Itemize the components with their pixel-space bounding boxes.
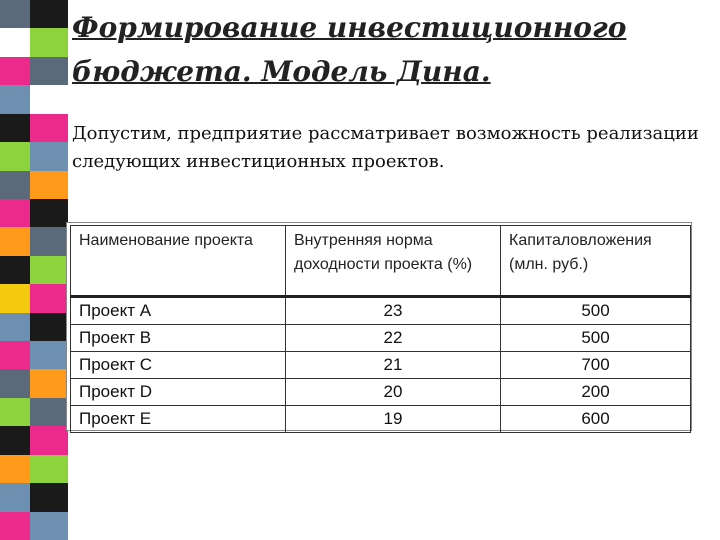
cell-irr: 20 bbox=[286, 379, 501, 406]
cell-project-name: Проект C bbox=[71, 352, 286, 379]
cell-project-name: Проект E bbox=[71, 406, 286, 433]
cell-irr: 23 bbox=[286, 297, 501, 325]
stripe-segment bbox=[0, 483, 68, 511]
stripe-segment bbox=[0, 369, 68, 397]
stripe-segment bbox=[0, 512, 68, 540]
stripe-segment bbox=[0, 256, 68, 284]
table-row bbox=[71, 325, 691, 352]
slide-title: Формирование инвестиционного бюджета. Модель Дина. bbox=[72, 11, 627, 88]
stripe-segment bbox=[0, 199, 68, 227]
stripe-segment bbox=[0, 313, 68, 341]
stripe-segment bbox=[0, 426, 68, 454]
stripe-segment bbox=[0, 0, 68, 28]
stripe-segment bbox=[0, 171, 68, 199]
projects-table bbox=[70, 225, 691, 433]
stripe-segment bbox=[0, 85, 68, 113]
projects-table-frame bbox=[66, 222, 692, 431]
stripe-segment bbox=[0, 57, 68, 85]
header-project-name: Наименование проекта bbox=[71, 226, 286, 297]
stripe-segment bbox=[0, 284, 68, 312]
cell-capital: 500 bbox=[501, 297, 691, 325]
stripe-segment bbox=[0, 227, 68, 255]
table-row bbox=[71, 352, 691, 379]
cell-project-name: Проект D bbox=[71, 379, 286, 406]
cell-irr: 22 bbox=[286, 325, 501, 352]
table-row bbox=[71, 406, 691, 433]
cell-capital: 600 bbox=[501, 406, 691, 433]
stripe-segment bbox=[0, 142, 68, 170]
stripe-segment bbox=[0, 455, 68, 483]
cell-capital: 700 bbox=[501, 352, 691, 379]
header-irr: Внутренняя норма доходности проекта (%) bbox=[286, 226, 501, 297]
slide-intro-text: Допустим, предприятие рассматривает возможность реализации следующих инвестиционных проектов. bbox=[72, 123, 699, 172]
stripe-segment bbox=[0, 114, 68, 142]
decorative-stripe bbox=[0, 0, 68, 540]
stripe-segment bbox=[0, 341, 68, 369]
cell-capital: 200 bbox=[501, 379, 691, 406]
cell-irr: 21 bbox=[286, 352, 501, 379]
header-capital: Капиталовложения (млн. руб.) bbox=[501, 226, 691, 297]
cell-capital: 500 bbox=[501, 325, 691, 352]
stripe-segment bbox=[0, 28, 68, 56]
table-header-row bbox=[71, 226, 691, 297]
cell-irr: 19 bbox=[286, 406, 501, 433]
table-row bbox=[71, 297, 691, 325]
stripe-segment bbox=[0, 398, 68, 426]
cell-project-name: Проект A bbox=[71, 297, 286, 325]
cell-project-name: Проект B bbox=[71, 325, 286, 352]
table-row bbox=[71, 379, 691, 406]
